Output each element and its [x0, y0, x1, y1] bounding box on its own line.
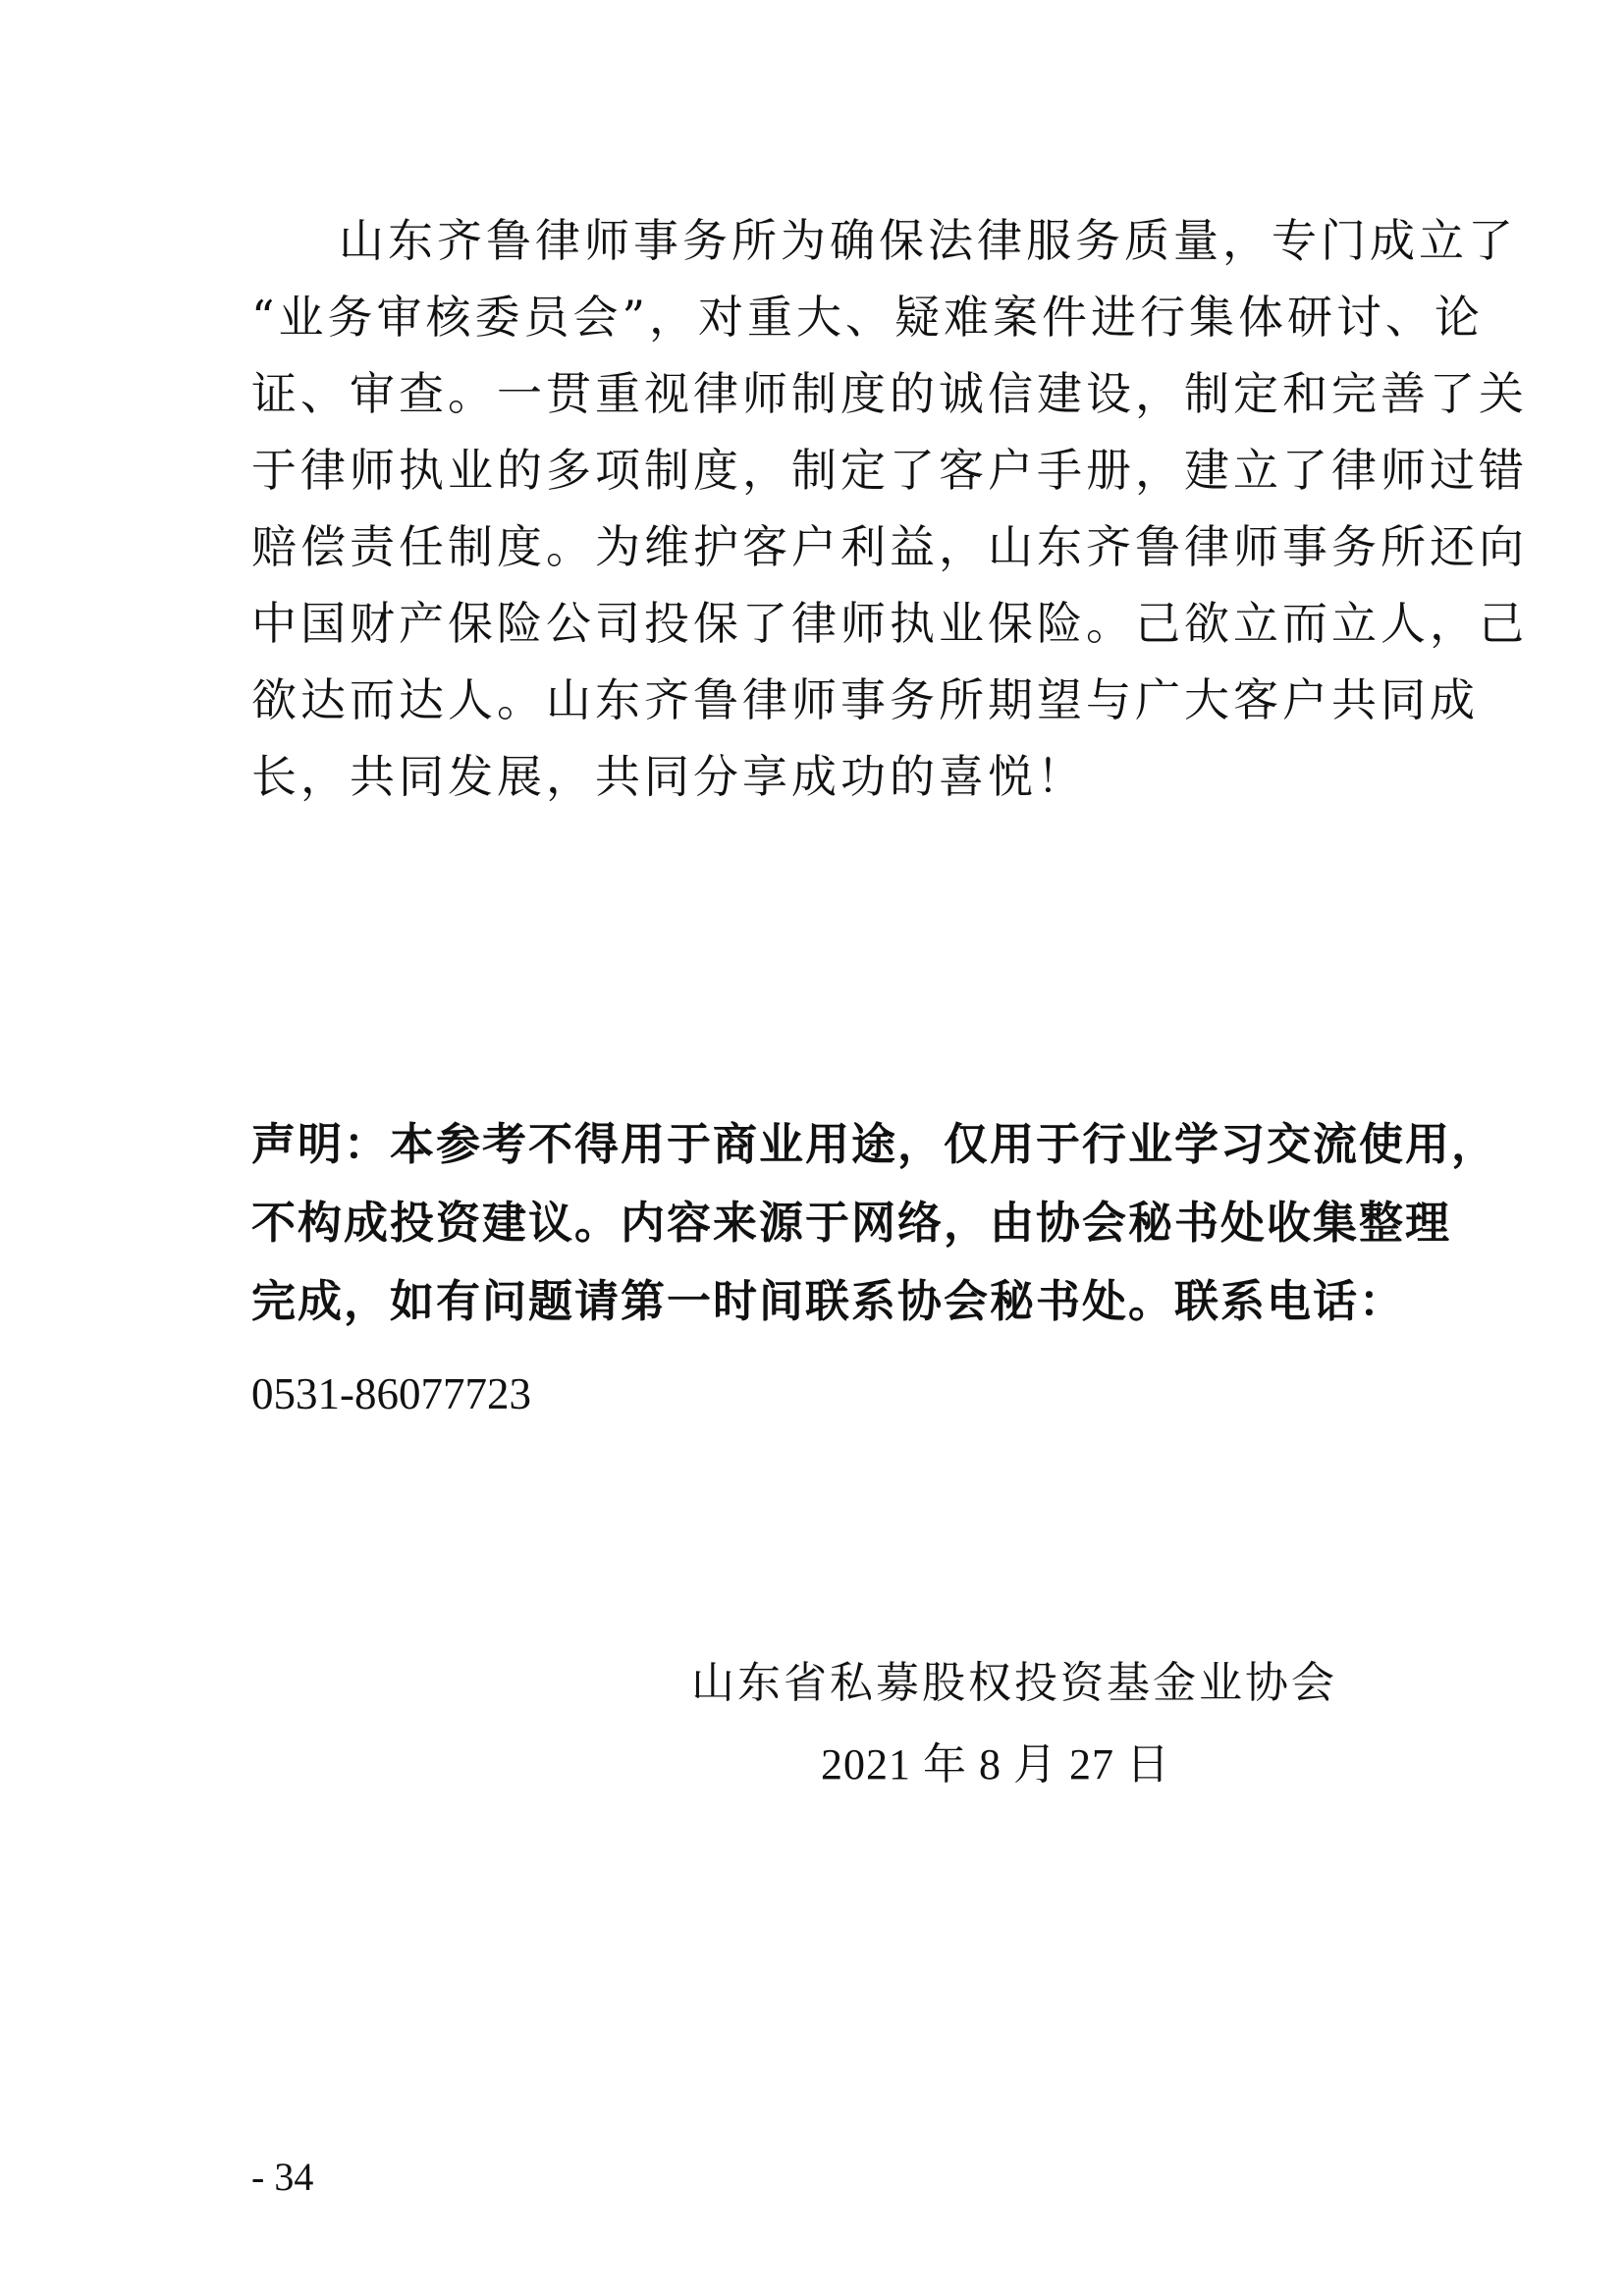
paragraph-line: 山东齐鲁律师事务所为确保法律服务质量，专门成立了	[339, 214, 1517, 267]
signature-date: 2021 年 8 月 27 日	[821, 1740, 1170, 1789]
contact-phone: 0531-86077723	[251, 1369, 531, 1418]
paragraph-line: 证、审查。一贯重视律师制度的诚信建设，制定和完善了关	[251, 367, 1528, 420]
page-number: - 34	[251, 2155, 314, 2199]
paragraph-line: “业务审核委员会”，对重大、疑难案件进行集体研讨、论	[251, 291, 1485, 344]
body-paragraph	[0, 0, 1624, 982]
signature-organization: 山东省私募股权投资基金业协会	[691, 1658, 1337, 1708]
notice-line: 不构成投资建议。内容来源于网络，由协会秘书处收集整理	[251, 1197, 1452, 1249]
notice-line: 声明：本参考不得用于商业用途，仅用于行业学习交流使用，	[251, 1118, 1498, 1170]
paragraph-line: 长，共同发展，共同分享成功的喜悦！	[251, 750, 1086, 803]
notice-line: 完成，如有问题请第一时间联系协会秘书处。联系电话：	[251, 1275, 1406, 1327]
paragraph-line: 于律师执业的多项制度，制定了客户手册，建立了律师过错	[251, 444, 1528, 497]
paragraph-line: 欲达而达人。山东齐鲁律师事务所期望与广大客户共同成	[251, 673, 1479, 726]
paragraph-line: 中国财产保险公司投保了律师执业保险。己欲立而立人，己	[251, 597, 1528, 650]
paragraph-line: 赔偿责任制度。为维护客户利益，山东齐鲁律师事务所还向	[251, 520, 1528, 573]
